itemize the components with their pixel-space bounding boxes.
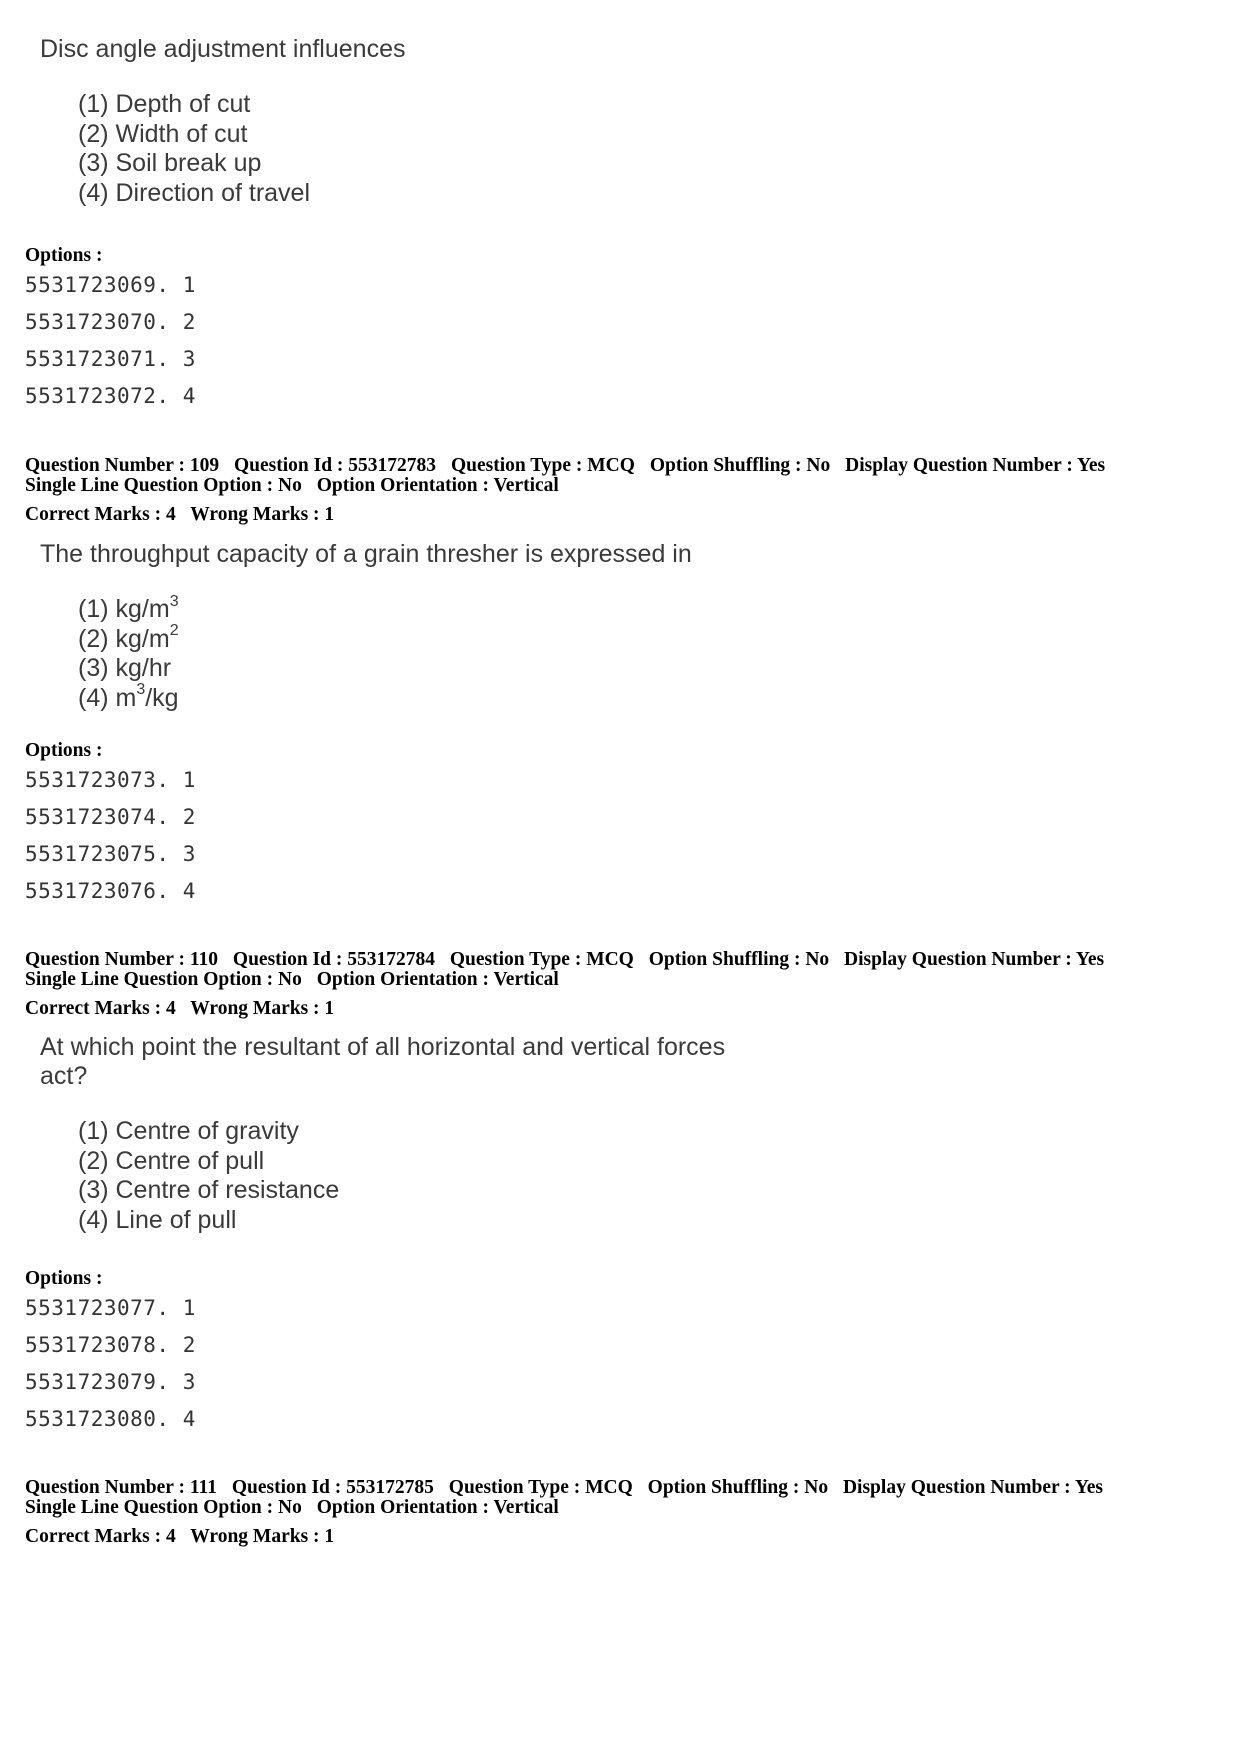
option-id: 5531723072. 4	[25, 384, 196, 408]
meta-line	[25, 1498, 1113, 1518]
meta-item: Question Type : MCQ	[450, 455, 635, 476]
meta-item: Display Question Number : Yes	[844, 949, 1105, 970]
choice: (4) Direction of travel	[78, 178, 311, 207]
option-id: 5531723073. 1	[25, 768, 196, 792]
option-id: 5531723069. 1	[25, 273, 196, 297]
meta-item: Single Line Question Option : No	[25, 969, 302, 990]
question-110-stem: At which point the resultant of all horizontal and vertical forces act?	[40, 1033, 726, 1090]
choice: (4) $m^3/kg$	[78, 681, 179, 712]
question-109-meta	[25, 456, 1115, 525]
options-label: Options :	[25, 1268, 103, 1289]
choice: (1) Centre of gravity	[78, 1117, 299, 1145]
meta-item: Question Number : 110	[25, 949, 219, 970]
option-id: 5531723076. 4	[25, 879, 196, 903]
correct-marks: Correct Marks : 4	[25, 998, 176, 1019]
correct-marks: Correct Marks : 4	[25, 504, 176, 525]
choice: (1) $kg/m^3$	[78, 592, 179, 623]
meta-item: Option Orientation : Vertical	[316, 475, 559, 496]
question-110-choices	[78, 1117, 725, 1235]
meta-line	[25, 950, 1114, 970]
meta-line	[25, 476, 1115, 496]
meta-item: Question Type : MCQ	[449, 949, 634, 970]
marks-line	[25, 505, 1115, 525]
correct-marks: Correct Marks : 4	[25, 1526, 176, 1547]
meta-item: Question Number : 109	[25, 455, 220, 476]
options-label: Options :	[25, 740, 103, 761]
wrong-marks: Wrong Marks : 1	[190, 1526, 335, 1547]
option-id: 5531723075. 3	[25, 842, 196, 866]
choice: (3) kg/hr	[78, 654, 172, 682]
question-109-image	[40, 540, 692, 713]
choice: (3) Soil break up	[78, 149, 262, 177]
options-label: Options :	[25, 245, 103, 266]
meta-item: Option Orientation : Vertical	[316, 969, 559, 990]
meta-item: Option Shuffling : No	[648, 949, 830, 970]
meta-item: Question Number : 111	[25, 1477, 217, 1498]
meta-item: Question Type : MCQ	[448, 1477, 633, 1498]
meta-item: Option Shuffling : No	[647, 1477, 829, 1498]
choice: (2) $kg/m^2$	[78, 622, 179, 653]
meta-item: Question Id : 553172784	[232, 949, 435, 970]
meta-item: Single Line Question Option : No	[25, 475, 302, 496]
choice: (4) Line of pull	[78, 1205, 237, 1234]
question-108-image	[40, 35, 405, 208]
option-id: 5531723080. 4	[25, 1407, 196, 1431]
option-id: 5531723074. 2	[25, 805, 196, 829]
meta-item: Option Orientation : Vertical	[316, 1497, 559, 1518]
question-108-stem: Disc angle adjustment influences	[40, 35, 406, 63]
meta-line	[25, 1478, 1113, 1498]
meta-item: Single Line Question Option : No	[25, 1497, 302, 1518]
meta-item: Display Question Number : Yes	[845, 455, 1106, 476]
meta-line	[25, 456, 1115, 476]
question-109-choices	[78, 592, 692, 713]
choice: (2) Centre of pull	[78, 1146, 265, 1175]
meta-item: Display Question Number : Yes	[842, 1477, 1103, 1498]
marks-line	[25, 999, 1114, 1019]
question-110-image	[40, 1033, 725, 1235]
option-id: 5531723070. 2	[25, 310, 196, 334]
wrong-marks: Wrong Marks : 1	[190, 998, 335, 1019]
question-108-choices	[78, 90, 405, 208]
question-110-meta	[25, 950, 1114, 1019]
meta-line	[25, 970, 1114, 990]
meta-item: Option Shuffling : No	[649, 455, 831, 476]
choice: (3) Centre of resistance	[78, 1176, 340, 1204]
question-111-meta	[25, 1478, 1113, 1547]
meta-item: Question Id : 553172783	[233, 455, 437, 476]
option-id: 5531723071. 3	[25, 347, 196, 371]
option-id: 5531723079. 3	[25, 1370, 196, 1394]
meta-item: Question Id : 553172785	[231, 1477, 434, 1498]
wrong-marks: Wrong Marks : 1	[190, 504, 335, 525]
option-id: 5531723078. 2	[25, 1333, 196, 1357]
choice: (2) Width of cut	[78, 119, 248, 148]
choice: (1) Depth of cut	[78, 90, 251, 118]
marks-line	[25, 1527, 1113, 1547]
question-109-stem: The throughput capacity of a grain thresher is expressed in	[40, 540, 692, 568]
option-id: 5531723077. 1	[25, 1296, 196, 1320]
